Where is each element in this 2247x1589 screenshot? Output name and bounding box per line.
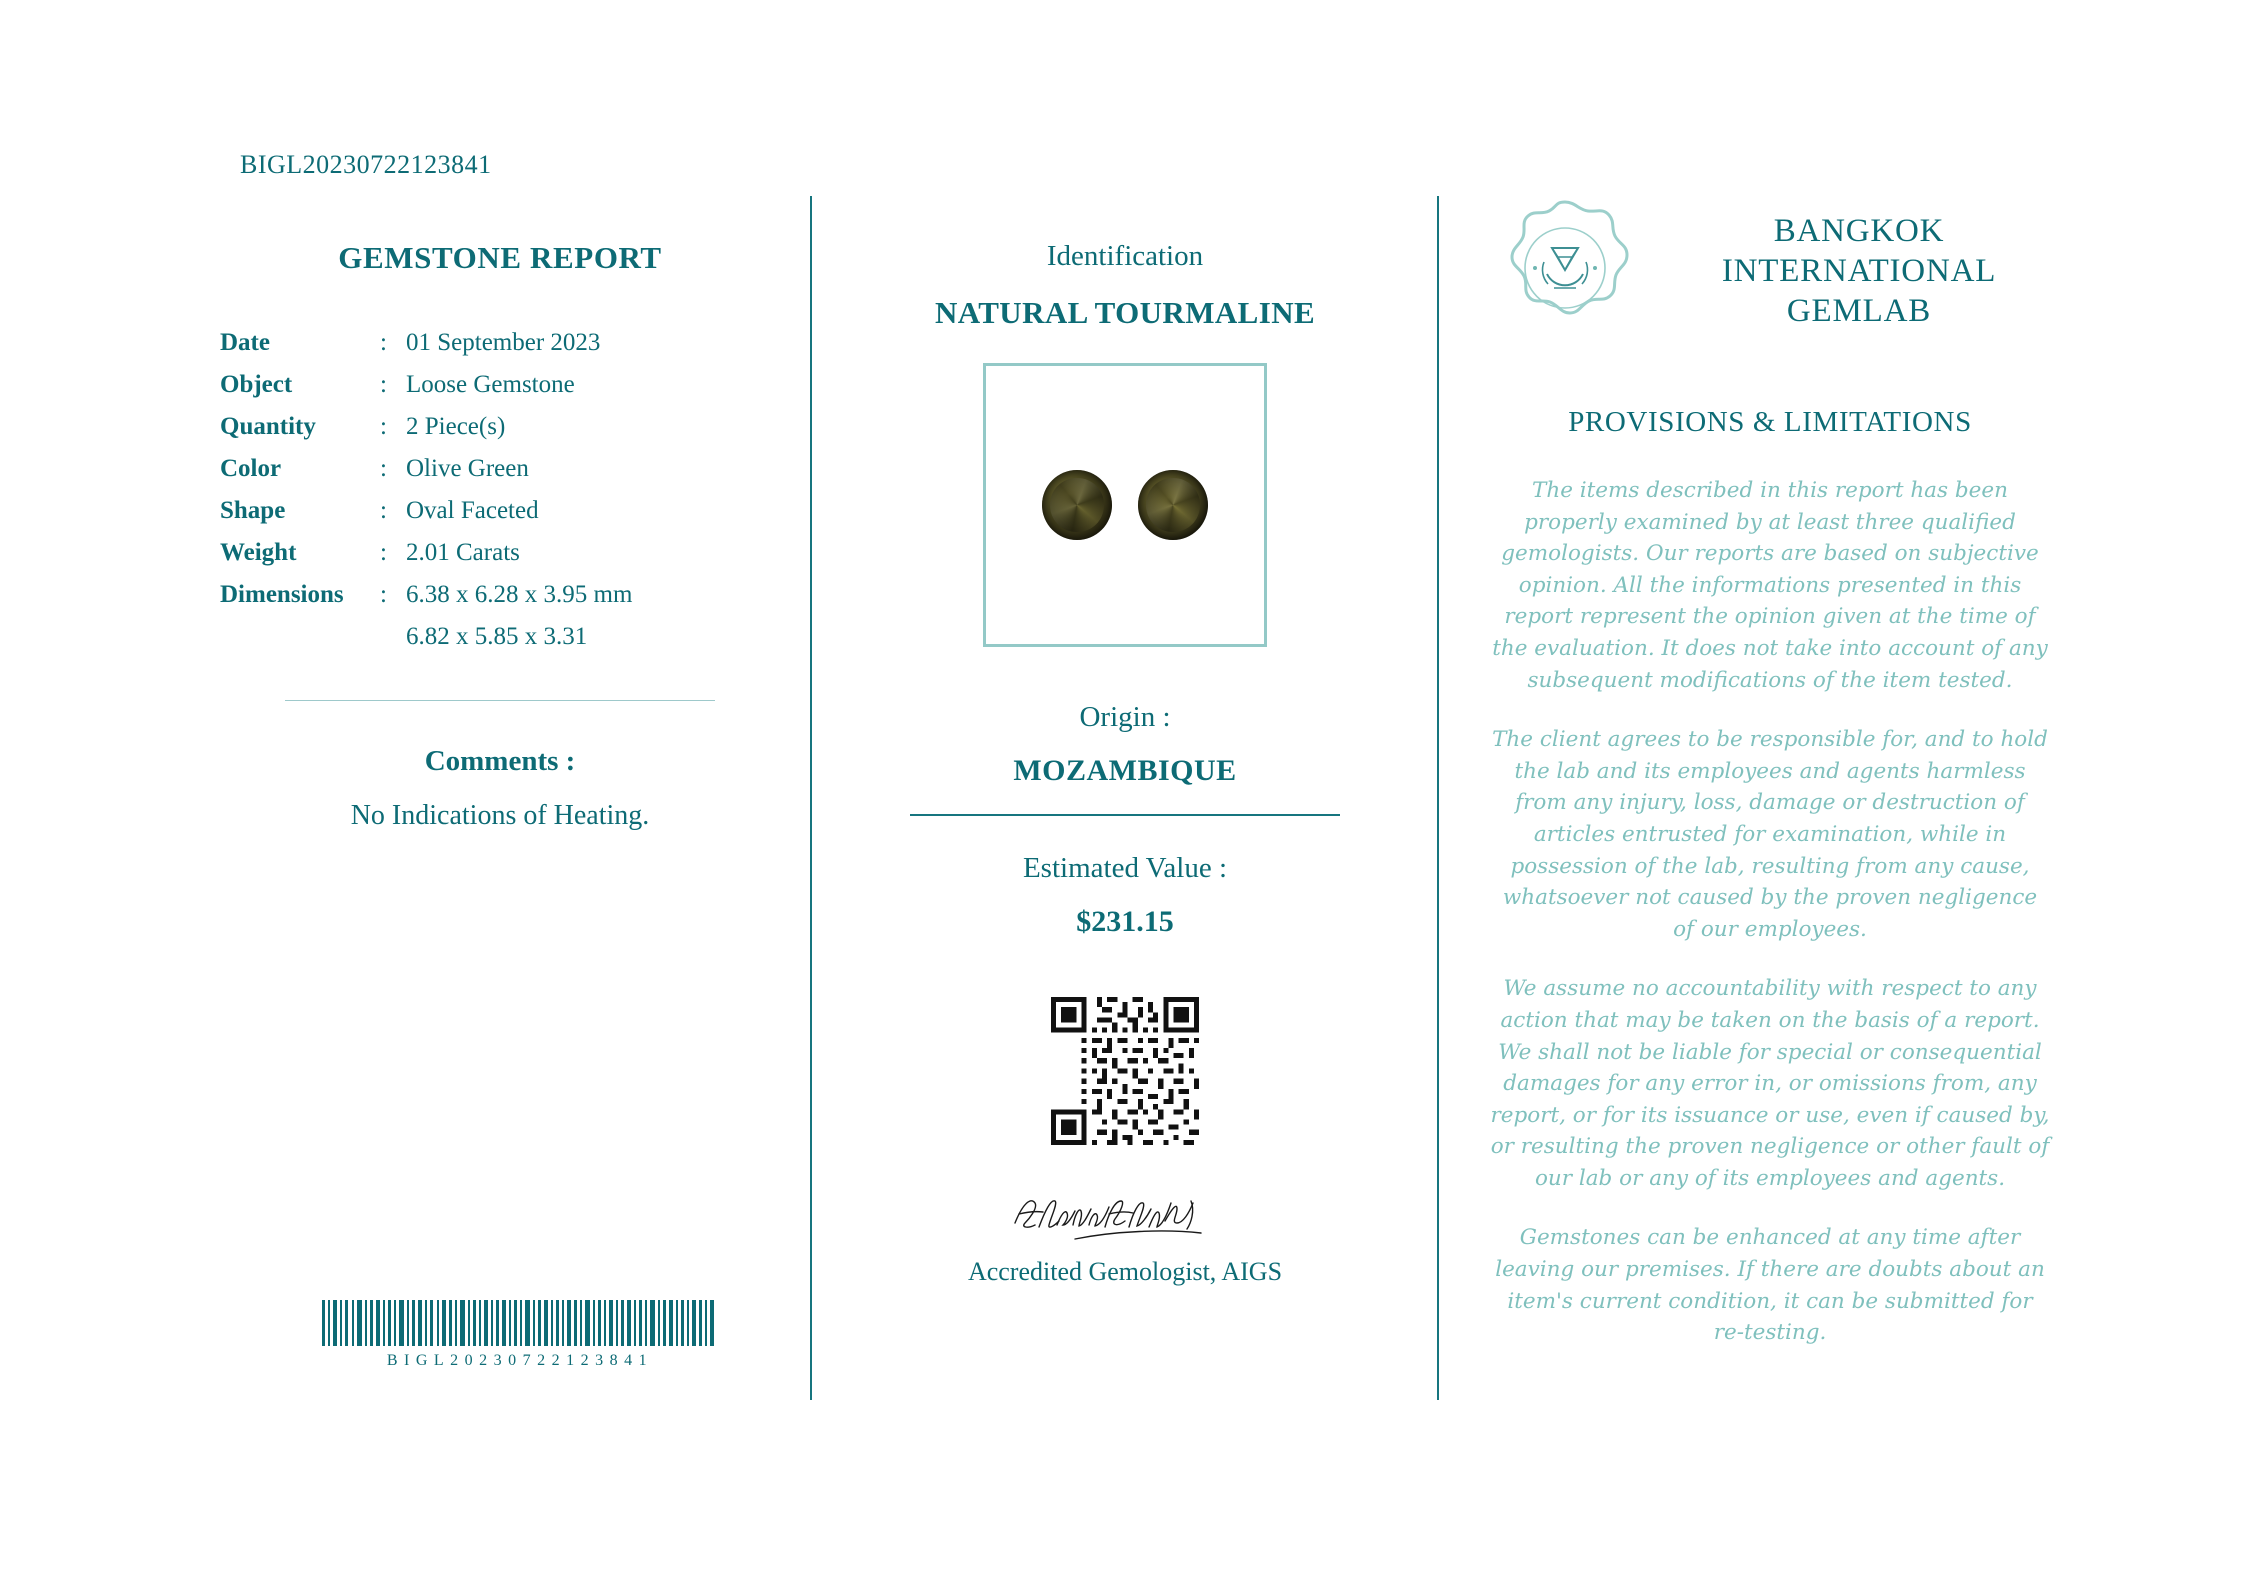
right-column [1490, 196, 2050, 1349]
table-row [220, 574, 780, 616]
gemstone-icon [1042, 470, 1112, 540]
spec-label: Quantity [220, 413, 316, 440]
spec-label: Color [220, 455, 282, 482]
spec-colon: : [380, 539, 387, 566]
comments-text: No Indications of Heating. [350, 800, 650, 831]
gemstone-icon [1138, 470, 1208, 540]
spec-colon: : [380, 455, 387, 482]
divider-right [1437, 196, 1439, 1400]
spec-label: Object [220, 371, 293, 398]
provision-paragraph: Gemstones can be enhanced at any time after leaving our premises. If there are doubts about an item's current condition, it can be submitted for re-testing. [1495, 1225, 2045, 1346]
comments-title: Comments : [424, 745, 576, 777]
origin-label: Origin : [1079, 701, 1171, 733]
identification-label: Identification [1046, 240, 1204, 272]
provision-paragraph: The client agrees to be responsible for, and to hold the lab and its employees and agents harmless from any injury, loss, damage or destruction of articles entrusted for examination, while in possession of the lab, resulting from any cause, whatsoever not caused by the proven negligence of our employees. [1492, 727, 2048, 942]
brand-header [1490, 196, 2050, 346]
barcode-number: BIGL20230722123841 [386, 1352, 654, 1369]
spec-colon: : [380, 497, 387, 524]
provision-paragraph: The items described in this report has been properly examined by at least three qualified gemologists. Our reports are based on subjective opinion. All the informations presented in this report represent the opinion given at the time of the evaluation. It does not take into account of any subsequent modifications of the item tested. [1492, 478, 2048, 693]
spec-label: Shape [220, 497, 286, 524]
provision-paragraph: We assume no accountability with respect to any action that may be taken on the basis of a report. We shall not be liable for special or consequential damages for any error in, or omissions from, any report, or for its issuance or use, even if caused by, or resulting the proven negligence or other fault of our lab or any of its employees and agents. [1490, 976, 2050, 1191]
spec-value: 2 Piece(s) [406, 413, 506, 440]
dimensions-second-line: 6.82 x 5.85 x 3.31 [406, 623, 588, 650]
spec-value: 01 September 2023 [406, 329, 601, 356]
gemlab-seal-icon [1490, 196, 1640, 346]
spec-value: Oval Faceted [406, 497, 539, 524]
barcode-block [320, 1300, 720, 1370]
table-row [220, 448, 780, 490]
spec-label: Dimensions [220, 581, 344, 608]
spec-value: Loose Gemstone [406, 371, 575, 398]
spec-colon: : [380, 371, 387, 398]
spec-colon: : [380, 329, 387, 356]
estimated-value-amount: $231.15 [1076, 905, 1174, 938]
left-divider [285, 700, 715, 701]
signature-icon [1005, 1183, 1245, 1245]
table-row [220, 406, 780, 448]
report-id: BIGL20230722123841 [240, 150, 492, 179]
middle-column [880, 240, 1370, 1287]
origin-value: MOZAMBIQUE [1013, 754, 1237, 787]
brand-title: BANGKOK INTERNATIONAL GEMLAB [1721, 212, 1997, 330]
left-column [220, 240, 780, 832]
gemstone-photo [983, 363, 1267, 647]
spec-colon: : [380, 413, 387, 440]
spec-value: 6.38 x 6.28 x 3.95 mm [406, 581, 633, 608]
spec-label: Weight [220, 539, 297, 566]
spec-colon: : [380, 581, 387, 608]
barcode-icon [320, 1300, 720, 1346]
spec-label: Date [220, 329, 270, 356]
provisions-body [1490, 475, 2050, 1349]
table-row [220, 616, 780, 658]
table-row [220, 490, 780, 532]
table-row [220, 532, 780, 574]
table-row [220, 322, 780, 364]
signature-caption: Accredited Gemologist, AIGS [967, 1257, 1283, 1286]
spec-value: 2.01 Carats [406, 539, 520, 566]
middle-divider [910, 814, 1340, 816]
divider-left [810, 196, 812, 1400]
specs-table [220, 322, 780, 658]
provisions-title: PROVISIONS & LIMITATIONS [1568, 406, 1972, 438]
page-title: GEMSTONE REPORT [338, 240, 662, 275]
spec-value: Olive Green [406, 455, 529, 482]
qr-code-icon [1051, 997, 1199, 1145]
table-row [220, 364, 780, 406]
identification-value: NATURAL TOURMALINE [934, 295, 1316, 330]
estimated-value-label: Estimated Value : [1022, 852, 1228, 884]
